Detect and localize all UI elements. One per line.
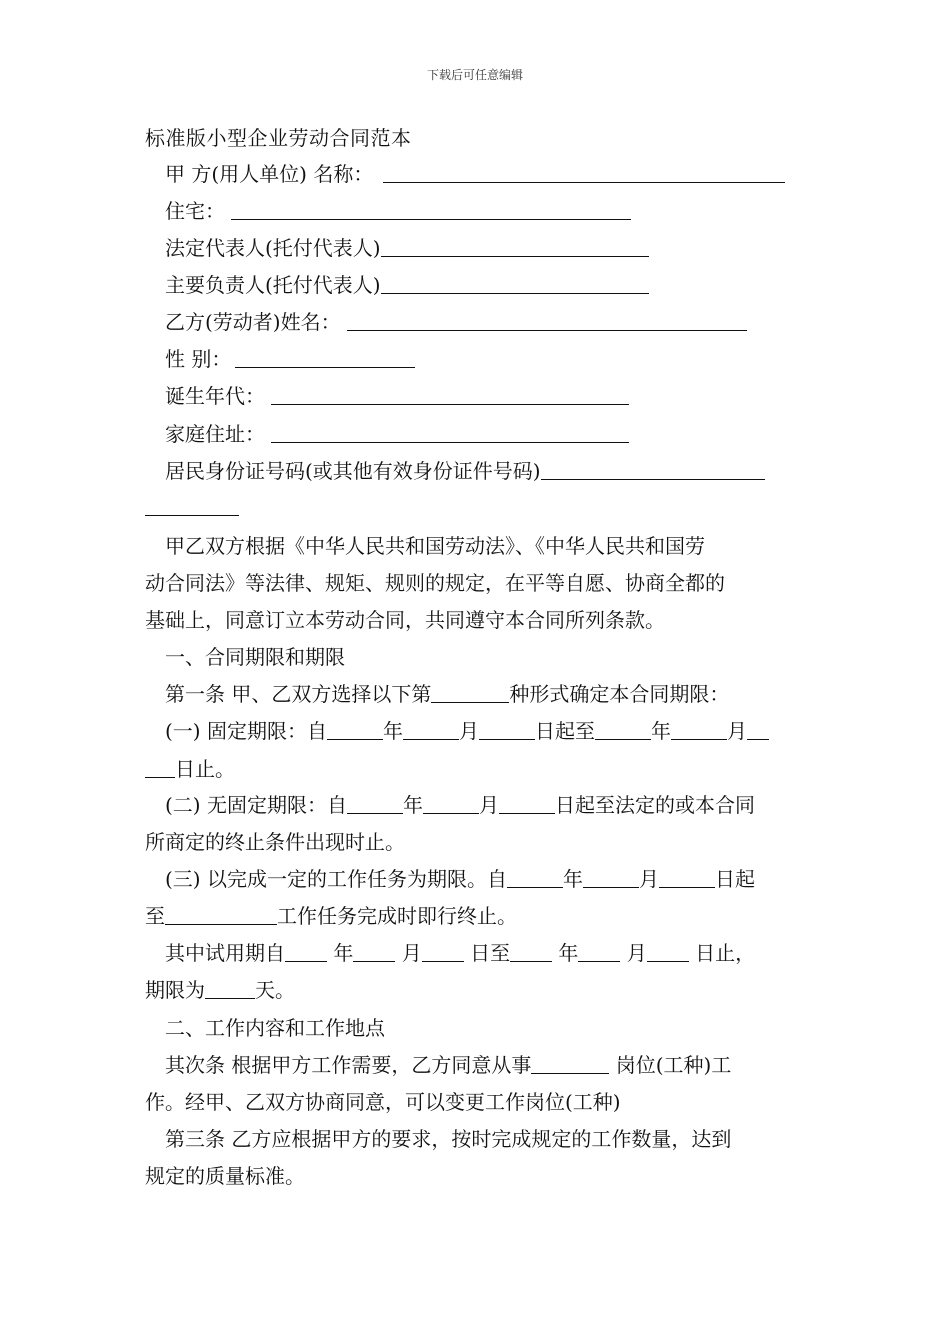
fixed-term-blank-month-to xyxy=(671,721,727,740)
open-term-blank-day xyxy=(499,795,555,814)
article-2-text-b: 岗位(工种)工 xyxy=(609,1053,732,1077)
party-b-name-label: 乙方(劳动者)姓名： xyxy=(165,310,341,334)
section-1-heading: 一、合同期限和期限 xyxy=(165,645,345,669)
gender-line xyxy=(165,346,415,372)
article-2-blank xyxy=(531,1055,609,1074)
open-term-blank-month xyxy=(423,795,479,814)
fixed-term-line xyxy=(165,718,769,744)
probation-day-end: 日止， xyxy=(688,941,756,965)
task-term-blank-task xyxy=(165,906,277,925)
task-term-month: 月 xyxy=(638,867,659,891)
open-term-rest: 日起至法定的或本合同 xyxy=(554,793,755,817)
article-3-line-2: 规定的质量标准。 xyxy=(145,1164,305,1188)
intro-line-1: 甲乙双方根据《中华人民共和国劳动法》、《中华人民共和国劳 xyxy=(165,534,705,558)
document-title: 标准版小型企业劳动合同范本 xyxy=(145,126,412,150)
probation-year: 年 xyxy=(327,941,354,965)
residence-label: 住宅： xyxy=(165,199,225,223)
principal-line xyxy=(165,272,649,298)
probation-blank-day-from xyxy=(422,943,464,962)
fixed-term-blank-day-to-cont xyxy=(145,759,175,778)
fixed-term-blank-year-from xyxy=(327,721,383,740)
article-1 xyxy=(165,681,729,707)
probation-blank-days xyxy=(205,980,255,999)
fixed-term-day-from: 日起至 xyxy=(534,719,595,743)
id-number-line xyxy=(165,458,765,484)
probation-blank-month-to xyxy=(578,943,620,962)
fixed-term-blank-day-to xyxy=(747,721,769,740)
principal-label: 主要负责人(托付代表人) xyxy=(165,273,381,297)
fixed-term-blank-day-from xyxy=(479,721,535,740)
residence-line xyxy=(165,198,631,224)
fixed-term-day-end: 日止。 xyxy=(175,757,235,781)
fixed-term-year: 年 xyxy=(382,719,403,743)
fixed-term-blank-month-from xyxy=(403,721,459,740)
residence-blank xyxy=(231,201,631,220)
article-1-blank xyxy=(431,684,509,703)
article-1-text-a: 第一条 甲、乙双方选择以下第 xyxy=(165,682,432,706)
task-term-rest: 工作任务完成时即行终止。 xyxy=(277,904,517,928)
probation-prefix: 其中试用期自 xyxy=(165,941,285,965)
probation-blank-month-from xyxy=(353,943,395,962)
id-number-label: 居民身份证号码(或其他有效身份证件号码) xyxy=(165,459,541,483)
probation-blank-year-to xyxy=(510,943,552,962)
fixed-term-blank-year-to xyxy=(595,721,651,740)
article-3: 第三条 乙方应根据甲方的要求，按时完成规定的工作数量，达到 xyxy=(165,1127,732,1151)
probation-line xyxy=(165,940,755,966)
task-term-year: 年 xyxy=(562,867,583,891)
task-term-blank-year xyxy=(507,869,563,888)
fixed-term-line-2 xyxy=(145,756,235,782)
article-1-text-b: 种形式确定本合同期限： xyxy=(509,682,730,706)
party-a-name-label: 甲 方(用人单位) 名称： xyxy=(165,162,374,186)
probation-month: 月 xyxy=(395,941,422,965)
id-number-blank-2 xyxy=(145,497,239,516)
home-address-blank xyxy=(271,424,629,443)
task-term-prefix: (三) 以完成一定的工作任务为期限。自 xyxy=(165,867,507,891)
gender-blank xyxy=(235,349,415,368)
principal-blank xyxy=(381,275,649,294)
open-term-prefix: (二) 无固定期限：自 xyxy=(165,793,347,817)
birth-line xyxy=(165,383,629,409)
article-2-line-2: 作。经甲、乙双方协商同意，可以变更工作岗位(工种) xyxy=(145,1090,621,1114)
task-term-blank-day xyxy=(659,869,715,888)
party-a-name-line xyxy=(165,161,785,187)
probation-year-2: 年 xyxy=(552,941,579,965)
birth-blank xyxy=(271,386,629,405)
probation-period: 期限为 xyxy=(145,978,205,1002)
article-2 xyxy=(165,1052,731,1078)
page-header-note: 下载后可任意编辑 xyxy=(426,68,523,82)
legal-rep-blank xyxy=(381,238,649,257)
probation-month-2: 月 xyxy=(620,941,647,965)
task-term-day: 日起 xyxy=(714,867,755,891)
party-a-name-blank xyxy=(383,164,785,183)
section-2-heading: 二、工作内容和工作地点 xyxy=(165,1016,385,1040)
home-address-line xyxy=(165,421,629,447)
probation-line-2 xyxy=(145,977,295,1003)
id-number-blank-cont xyxy=(145,494,239,520)
article-2-text-a: 其次条 根据甲方工作需要，乙方同意从事 xyxy=(165,1053,532,1077)
open-term-line xyxy=(165,792,755,818)
open-term-line-2: 所商定的终止条件出现时止。 xyxy=(145,830,405,854)
task-term-blank-month xyxy=(583,869,639,888)
intro-line-2: 动合同法》等法律、规矩、规则的规定，在平等自愿、协商全都的 xyxy=(145,571,725,595)
fixed-term-year-2: 年 xyxy=(650,719,671,743)
open-term-month: 月 xyxy=(478,793,499,817)
task-term-line-2 xyxy=(145,903,517,929)
probation-days: 天。 xyxy=(255,978,295,1002)
legal-rep-line xyxy=(165,235,649,261)
party-b-name-blank xyxy=(347,312,747,331)
probation-blank-year-from xyxy=(285,943,327,962)
legal-rep-label: 法定代表人(托付代表人) xyxy=(165,236,381,260)
fixed-term-month-2: 月 xyxy=(726,719,747,743)
home-address-label: 家庭住址： xyxy=(165,422,265,446)
probation-day-to: 日至 xyxy=(463,941,511,965)
task-term-line xyxy=(165,866,755,892)
party-b-name-line xyxy=(165,309,747,335)
open-term-year: 年 xyxy=(402,793,423,817)
birth-label: 诞生年代： xyxy=(165,384,265,408)
gender-label: 性 别： xyxy=(165,347,232,371)
task-term-to: 至 xyxy=(145,904,165,928)
intro-line-3: 基础上，同意订立本劳动合同，共同遵守本合同所列条款。 xyxy=(145,608,665,632)
fixed-term-prefix: (一) 固定期限：自 xyxy=(165,719,327,743)
id-number-blank xyxy=(541,461,765,480)
open-term-blank-year xyxy=(347,795,403,814)
fixed-term-month: 月 xyxy=(458,719,479,743)
probation-blank-day-to xyxy=(647,943,689,962)
